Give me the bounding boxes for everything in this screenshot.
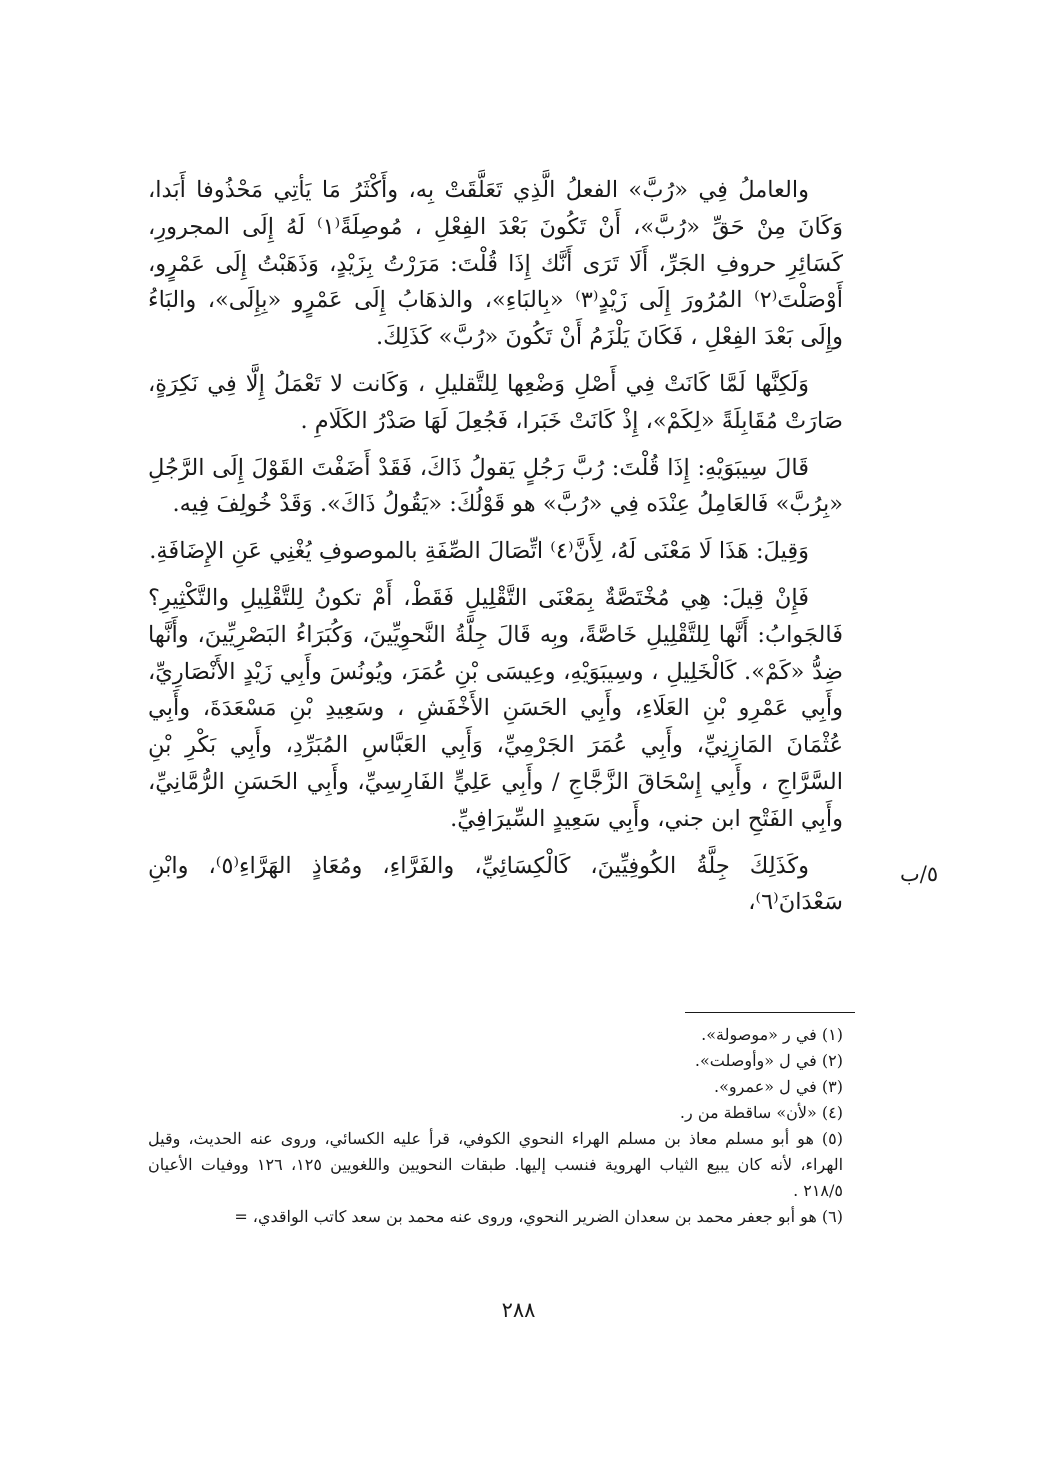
paragraph: وكَذَلِكَ جِلَّةُ الكُوفِيِّينَ، كَالْكِسَائِيِّ، والفَرَّاءِ، ومُعَاذٍ الهَرَّاءِ⁽٥⁾، وابْنِ سَعْدَانَ⁽٦⁾،: [148, 852, 843, 916]
paragraph: قَالَ سِيبَوَيْهِ: إِذَا قُلْتَ: رُبَّ رَجُلٍ يَقولُ ذَاكَ، فَقَدْ أَضَفْتَ القَوْلَ إِلَى الرَّجُلِ «بِرُبَّ» فَالعَامِلُ عِنْدَه فِي «رُبَّ» هو قَوْلُكَ: «يَقُولُ ذَاكَ». وَقَدْ خُولِفَ فِيه.: [148, 454, 843, 518]
manuscript-folio-note: ٥/ب: [900, 862, 939, 886]
footnote-separator: [685, 1012, 855, 1013]
footnote: (٣) في ل «عمرو».: [714, 1077, 843, 1096]
footnote: (٤) «لأن» ساقطة من ر.: [679, 1103, 843, 1122]
paragraph: والعاملُ فِي «رُبَّ» الفعلُ الَّذِي تَعَلَّقَتْ بِه، وأَكْثَرُ مَا يَأتِي مَحْذُوفا أَبَدا، وَكَانَ مِنْ حَقِّ «رُبَّ»، أَنْ تَكُونَ بَعْدَ الفِعْلِ ، مُوصِلَةً⁽١⁾ لَهُ إِلَى المجرورِ، كَسَائِرِ حروفِ الجَرِّ، أَلَا تَرَى أَنَّك إِذَا قُلْتَ: مَرَرْتُ بِزَيْدٍ، وَذَهَبْتُ إِلَى عَمْرٍو، أَوْصَلْتَ⁽٢⁾ المُرُورَ إِلَى زَيْدٍ⁽٣⁾ «بِالبَاءِ»، والذهَابُ إِلَى عَمْرٍو «بِإِلَى»، والبَاءُ وإِلَى بَعْدَ الفِعْلِ ، فَكَانَ يَلْزَمُ أَنْ تَكُونَ «رُبَّ» كَذَلِكَ.: [148, 177, 843, 351]
paragraph: وَلَكِنَّها لَمَّا كَانَتْ فِي أَصْلِ وَضْعِها لِلتَّقليلِ ، وَكَانت لا تَعْمَلُ إِلَّا فِي نَكِرَةٍ، صَارَتْ مُقَابِلَةً «لِكَمْ»، إِذْ كَانَتْ خَبَرا، فَجُعِلَ لَهَا صَدْرُ الكَلَامِ .: [148, 370, 843, 434]
paragraph: وَقِيلَ: هَذَا لَا مَعْنَى لَهُ، لِأَنَّ⁽٤⁾ اتِّصَالَ الصِّفَةِ بالموصوفِ يُغْنِي عَنِ الإِضَافَةِ.: [149, 538, 809, 565]
footnote: (١) في ر «موصولة».: [701, 1025, 843, 1044]
footnote: (٢) في ل «وأوصلت».: [694, 1051, 843, 1070]
footnote: (٦) هو أبو جعفر محمد بن سعدان الضرير النحوي، وروى عنه محمد بن سعد كاتب الواقدي، =: [234, 1207, 843, 1226]
main-text: [148, 172, 843, 921]
page-number: ٢٨٨: [501, 1298, 536, 1322]
footnotes: [148, 1022, 843, 1230]
footnote: (٥) هو أبو مسلم معاذ بن مسلم الهراء النحوي الكوفي، قرأ عليه الكسائي، وروى عنه الحديث، وقيل الهراء، لأنه كان يبيع الثياب الهروية فنسب إليها. طبقات النحويين واللغويين ١٢٥، ١٢٦ ووفيات الأعيان ٢١٨/٥ .: [148, 1129, 844, 1200]
paragraph: فَإِنْ قِيلَ: هِي مُخْتَصَّةٌ بِمَعْنَى التَّقْلِيلِ فَقَطْ، أَمْ تكونُ لِلتَّقْلِيلِ والتَّكْثِيرِ؟ فَالجَوابُ: أَنَّها لِلتَّقْلِيلِ خَاصَّةً، وبِه قَالَ جِلَّةُ النَّحوِيِّينَ، وَكُبَرَاءُ البَصْرِيِّينَ، وأَنَّها ضِدُّ «كَمْ». كَالْخَلِيلِ ، وسِيبَوَيْهِ، وعِيسَى بْنِ عُمَرَ، ويُونُسَ وأَبِي زَيْدٍ الأَنْصَارِيِّ، وأَبِي عَمْرِو بْنِ العَلَاءِ، وأَبِي الحَسَنِ الأَخْفَشِ ، وسَعِيدِ بْنِ مَسْعَدَةَ، وأَبِي عُثْمَانَ المَازِنِيِّ، وأَبِي عُمَرَ الجَرْمِيِّ، وَأَبِي العَبَّاسِ المُبَرِّدِ، وأَبِي بَكْرِ بْنِ السَّرَّاجِ ، وأَبِي إِسْحَاقَ الزَّجَّاجِ / وأَبِي عَلِيٍّ الفَارِسِيِّ، وأَبِي الحَسَنِ الرُّمَّانِيِّ، وأَبِي الفَتْحِ ابن جني، وأَبِي سَعِيدٍ السِّيرَافِيِّ.: [148, 584, 843, 832]
